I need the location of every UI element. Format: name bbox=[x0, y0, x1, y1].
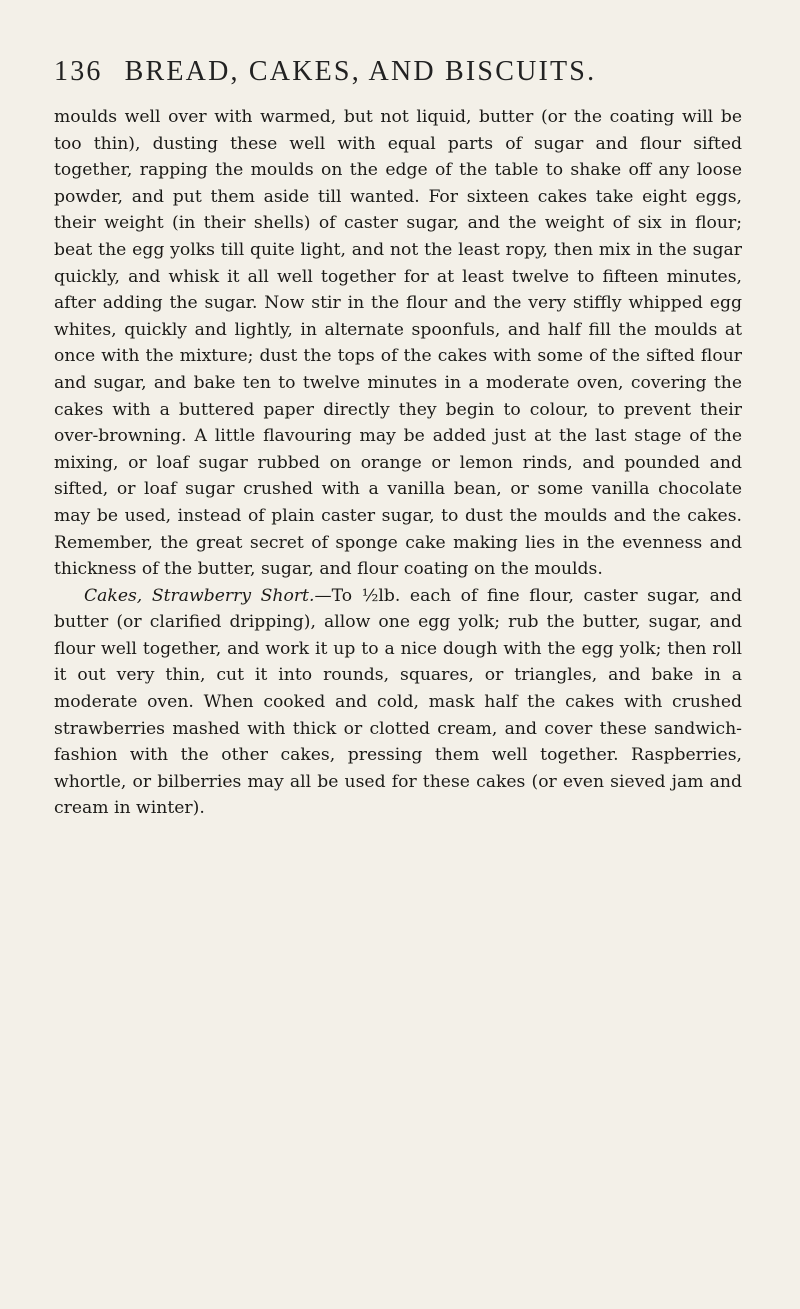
paragraph-sponge-cake-continued: moulds well over with warmed, but not liquid, butter (or the coating will be too thin), dusting these well with equal parts of sugar and flour sifted together, rapping the moulds on the edge of the table to shake off any loose powder, and put them aside till wanted. For sixteen cakes take eight eggs, their weight (in their shells) of caster sugar, and the weight of six in flour; beat the egg yolks till quite light, and not the least ropy, then mix in the sugar quickly, and whisk it all well together for at least twelve to fifteen minutes, after adding the sugar. Now stir in the flour and the very stiffly whipped egg whites, quickly and lightly, in alternate spoonfuls, and half fill the moulds at once with the mixture; dust the tops of the cakes with some of the sifted flour and sugar, and bake ten to twelve minutes in a moderate oven, covering the cakes with a buttered paper directly they begin to colour, to prevent their over-browning. A little flavouring may be added just at the last stage of the mixing, or loaf sugar rubbed on orange or lemon rinds, and pounded and sifted, or loaf sugar crushed with a vanilla bean, or some vanilla chocolate may be used, instead of plain caster sugar, to dust the moulds and the cakes. Remember, the great secret of sponge cake making lies in the evenness and thickness of the butter, sugar, and flour coating on the moulds. bbox=[54, 107, 742, 580]
recipe-text: —To ½lb. each of fine flour, caster sugar, and butter (or clarified dripping), allow one egg yolk; rub the butter, sugar, and flour well together, and work it up to a nice dough with the egg yolk; then roll it out very thin, cut it into rounds, squares, or triangles, and bake in a moderate oven. When cooked and cold, mask half the cakes with crushed strawberries mashed with thick or clotted cream, and cover these sandwich-fashion with the other cakes, pressing them well together. Raspberries, whortle, or bilberries may all be used for these cakes (or even sieved jam and cream in winter). bbox=[54, 585, 742, 819]
chapter-title: BREAD, CAKES, AND BISCUITS. bbox=[124, 56, 597, 87]
page-number: 136 bbox=[54, 56, 103, 87]
paragraph-strawberry-short-cakes bbox=[54, 583, 742, 822]
running-head bbox=[54, 56, 742, 92]
body-text bbox=[54, 104, 742, 822]
recipe-title: Cakes, Strawberry Short. bbox=[84, 585, 315, 606]
